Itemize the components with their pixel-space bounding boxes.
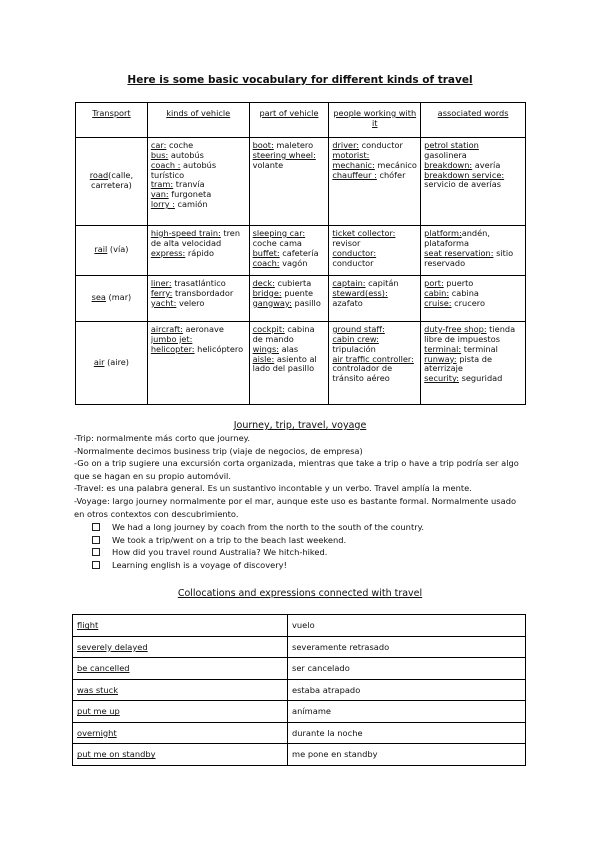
vocab-term: motorist:: [332, 149, 370, 160]
vocab-entry: [424, 171, 522, 191]
vocab-translation: asiento al lado del pasillo: [252, 353, 317, 374]
vocab-term: car:: [150, 140, 167, 150]
header-part-of-vehicle: part of vehicle: [249, 103, 329, 138]
vocab-translation: cubierta: [274, 278, 312, 288]
vocab-translation: tren de alta velocidad: [150, 228, 241, 248]
note-line: -Travel: es una palabra general. Es un sustantivo incontable y un verbo. Travel amplía la mente.: [74, 483, 472, 494]
list-item: [92, 521, 522, 534]
vocab-translation: puerto: [443, 278, 474, 288]
vocab-term: high-speed train:: [150, 228, 221, 238]
vocab-term: deck:: [252, 278, 275, 288]
vocab-translation: terminal: [461, 343, 498, 354]
transport-cell: [76, 138, 148, 226]
vehicle-cell: [147, 276, 249, 322]
example-text: We had a long journey by coach from the north to the south of the country.: [112, 522, 424, 532]
vocab-term: sleeping car:: [252, 228, 306, 238]
vocab-entry: [332, 335, 417, 355]
vocab-translation: volante: [252, 159, 284, 170]
table-row: [76, 226, 526, 276]
vocab-term: runway:: [424, 353, 457, 364]
vocab-entry: [424, 299, 522, 309]
note-line: -Go on a trip sugiere una excursión corta organizada, mientras que take a trip o have a trip podría ser algo que se hagan en su propio automóvil.: [74, 458, 519, 481]
vocab-entry: [424, 355, 522, 375]
vocab-translation: transbordador: [172, 287, 234, 298]
vocab-term: jumbo jet:: [150, 333, 193, 344]
vocab-entry: [424, 229, 522, 249]
vocab-translation: servicio de averías: [424, 179, 501, 190]
vocab-entry: [151, 299, 246, 309]
checkbox-bullet-icon: [92, 561, 100, 569]
vocab-translation: rápido: [185, 247, 214, 258]
note-line: -Normalmente decimos business trip (viaje de negocios, de empresa): [74, 445, 363, 456]
people-cell: [329, 226, 421, 276]
table-row: [73, 636, 526, 658]
vocab-translation: crucero: [451, 297, 485, 308]
vocab-term: aisle:: [252, 353, 275, 364]
checkbox-bullet-icon: [92, 548, 100, 556]
vocab-entry: [332, 229, 417, 249]
vocab-term: bridge:: [252, 287, 282, 298]
vocab-translation: conductor: [359, 140, 403, 150]
table-row: [73, 744, 526, 766]
vocab-translation: camión: [174, 199, 208, 210]
vocab-term: boot:: [252, 140, 274, 150]
vocab-term: breakdown:: [424, 159, 473, 170]
list-item: [92, 534, 522, 547]
table-row: [76, 322, 526, 405]
vocab-term: ticket collector:: [332, 228, 396, 238]
vehicle-cell: [147, 322, 249, 405]
vocab-term: duty-free shop:: [424, 324, 487, 334]
part-cell: [249, 322, 329, 405]
vocab-term: cabin:: [424, 287, 450, 298]
example-text: Learning english is a voyage of discovery!: [112, 559, 287, 570]
vocab-translation: andén, plataforma: [424, 228, 490, 248]
vehicle-cell: [147, 138, 249, 226]
header-transport: Transport: [76, 103, 148, 138]
vocab-entry: [253, 355, 326, 375]
vocabulary-table: [75, 102, 526, 405]
vocab-entry: [253, 151, 326, 171]
vocab-term: helicopter:: [150, 343, 195, 354]
vocab-term: security:: [424, 373, 460, 384]
words-cell: [421, 322, 526, 405]
vocab-translation: pasillo: [291, 297, 321, 308]
transport-cell: [76, 276, 148, 322]
vocab-term: coach:: [252, 257, 280, 268]
example-text: How did you travel round Australia? We hitch-hiked.: [112, 547, 328, 558]
vocab-translation: controlador de tránsito aéreo: [332, 363, 393, 384]
example-list: [92, 521, 522, 571]
words-cell: [421, 276, 526, 322]
transport-translation: (aire): [104, 356, 130, 367]
vocab-translation: cabina de mando: [252, 324, 315, 344]
vocab-term: platform:: [424, 228, 462, 238]
vocab-term: chauffeur :: [332, 169, 377, 180]
journey-heading: Journey, trip, travel, voyage: [233, 420, 367, 431]
list-item: [92, 559, 522, 572]
vocab-translation: seguridad: [459, 373, 503, 384]
transport-cell: [76, 226, 148, 276]
part-cell: [249, 226, 329, 276]
vocab-entry: [151, 200, 246, 210]
vocab-translation: tienda libre de impuestos: [424, 324, 516, 344]
table-row: [73, 722, 526, 744]
header-kinds-of-vehicle: kinds of vehicle: [147, 103, 249, 138]
vocab-entry: [424, 325, 522, 345]
vocab-translation: pista de aterrizaje: [424, 353, 493, 374]
vocab-entry: [332, 249, 417, 269]
vocab-entry: [253, 325, 326, 345]
vocab-entry: [151, 345, 246, 355]
vocab-translation: conductor: [332, 257, 374, 268]
vocab-translation: vagón: [279, 257, 308, 268]
words-cell: [421, 138, 526, 226]
part-cell: [249, 138, 329, 226]
vocab-entry: [332, 171, 417, 181]
vocab-translation: gasolinera: [424, 149, 467, 160]
checkbox-bullet-icon: [92, 536, 100, 544]
collocations-table: [72, 614, 526, 766]
vocab-translation: puente: [281, 287, 314, 298]
transport-cell: [76, 322, 148, 405]
part-cell: [249, 276, 329, 322]
vocab-translation: coche cama: [252, 237, 302, 248]
vocab-term: van:: [150, 189, 169, 200]
transport-term: rail: [94, 244, 108, 255]
vocab-term: steering wheel:: [252, 149, 316, 160]
vocab-translation: azafato: [332, 297, 363, 308]
vocab-translation: cafetería: [279, 247, 319, 258]
vocab-term: bus:: [150, 149, 169, 160]
collocation-en: put me on standby: [73, 744, 288, 766]
vocab-term: yacht:: [150, 297, 177, 308]
collocation-en: put me up: [73, 701, 288, 723]
vocab-translation: tranvía: [173, 179, 205, 190]
vocab-translation: alas: [278, 343, 299, 354]
collocation-es: anímame: [288, 701, 526, 723]
transport-translation: (mar): [105, 292, 132, 303]
note-line: -Voyage: largo journey normalmente por el mar, aunque este uso es bastante formal. Normalmente usado en otros contextos con descubrimiento.: [74, 495, 517, 519]
vocab-term: seat reservation:: [424, 247, 494, 258]
collocation-es: estaba atrapado: [288, 679, 526, 701]
collocation-en: flight: [73, 615, 288, 637]
vocab-term: tram:: [150, 179, 174, 190]
transport-term: air: [93, 356, 105, 367]
collocation-en: severely delayed: [73, 636, 288, 658]
collocation-es: me pone en standby: [288, 744, 526, 766]
example-text: We took a trip/went on a trip to the beach last weekend.: [112, 534, 347, 545]
vocab-term: buffet:: [252, 247, 280, 258]
transport-term: sea: [91, 292, 106, 303]
vocab-header-row: [76, 103, 526, 138]
vocab-entry: [253, 299, 326, 309]
page-title: Here is some basic vocabulary for different kinds of travel: [127, 74, 473, 86]
people-cell: [329, 276, 421, 322]
collocations-heading: Collocations and expressions connected with travel: [177, 588, 423, 599]
vocab-translation: maletero: [273, 140, 314, 150]
vocab-translation: sitio reservado: [424, 247, 514, 268]
table-row: [76, 138, 526, 226]
vocab-translation: capitán: [365, 278, 399, 288]
vocab-translation: aeronave: [182, 324, 224, 334]
vocab-term: cabin crew:: [332, 333, 379, 344]
vocab-term: breakdown service:: [424, 169, 505, 180]
vocab-term: lorry :: [150, 199, 175, 210]
note-line: -Trip: normalmente más corto que journey.: [74, 433, 251, 443]
vocab-term: express:: [150, 247, 186, 258]
vocab-entry: [332, 289, 417, 309]
vocab-term: conductor:: [332, 247, 377, 258]
vocab-entry: [151, 229, 246, 249]
transport-term: road: [89, 170, 109, 181]
table-row: [76, 276, 526, 322]
people-cell: [329, 138, 421, 226]
collocation-es: durante la noche: [288, 722, 526, 744]
vocab-term: port:: [424, 278, 444, 288]
vocab-term: gangway:: [252, 297, 292, 308]
collocation-es: vuelo: [288, 615, 526, 637]
vocab-translation: trasatlántico: [171, 278, 226, 288]
checkbox-bullet-icon: [92, 523, 100, 531]
vocab-translation: chófer: [376, 169, 406, 180]
vocab-term: coach :: [150, 159, 181, 170]
vocab-term: driver:: [332, 140, 360, 150]
vocab-term: ground staff:: [332, 324, 385, 334]
vocab-entry: [151, 249, 246, 259]
table-row: [73, 615, 526, 637]
vocab-term: captain:: [332, 278, 366, 288]
collocation-es: severamente retrasado: [288, 636, 526, 658]
vocab-entry: [151, 161, 246, 181]
vocab-term: steward(ess):: [332, 287, 388, 298]
vocab-translation: avería: [472, 159, 501, 170]
header-people-working: people working with it: [329, 103, 421, 138]
vocab-translation: cabina: [449, 287, 479, 298]
vocab-entry: [424, 374, 522, 384]
table-row: [73, 701, 526, 723]
vocab-term: aircraft:: [150, 324, 183, 334]
vocab-translation: revisor: [332, 237, 361, 248]
collocation-en: overnight: [73, 722, 288, 744]
header-associated-words: associated words: [421, 103, 526, 138]
vocab-translation: tripulación: [332, 343, 376, 354]
table-row: [73, 679, 526, 701]
collocation-en: was stuck: [73, 679, 288, 701]
vocab-term: mechanic:: [332, 159, 375, 170]
vocab-term: wings:: [252, 343, 279, 354]
vocab-entry: [253, 229, 326, 249]
words-cell: [421, 226, 526, 276]
vocab-term: air traffic controller:: [332, 353, 414, 364]
vocab-term: cockpit:: [252, 324, 285, 334]
vocab-entry: [332, 355, 417, 385]
vocab-translation: coche: [166, 140, 194, 150]
people-cell: [329, 322, 421, 405]
journey-notes: [74, 432, 524, 520]
vocab-translation: autobús: [168, 149, 204, 160]
collocation-en: be cancelled: [73, 658, 288, 680]
transport-translation: (vía): [107, 244, 129, 255]
vocab-translation: furgoneta: [168, 189, 212, 200]
vocab-translation: mecánico: [374, 159, 417, 170]
vocab-term: liner:: [150, 278, 172, 288]
vocab-translation: autobús turístico: [150, 159, 217, 180]
vocab-translation: velero: [176, 297, 205, 308]
vehicle-cell: [147, 226, 249, 276]
vocab-entry: [253, 259, 326, 269]
vocab-entry: [424, 249, 522, 269]
vocab-term: petrol station: [424, 140, 479, 150]
table-row: [73, 658, 526, 680]
collocation-es: ser cancelado: [288, 658, 526, 680]
vocab-translation: helicóptero: [194, 343, 244, 354]
transport-translation: (calle, carretera): [91, 170, 134, 190]
vocab-term: ferry:: [150, 287, 173, 298]
vocab-entry: [424, 141, 522, 161]
vocab-term: cruise:: [424, 297, 452, 308]
vocab-term: terminal:: [424, 343, 462, 354]
list-item: [92, 546, 522, 559]
